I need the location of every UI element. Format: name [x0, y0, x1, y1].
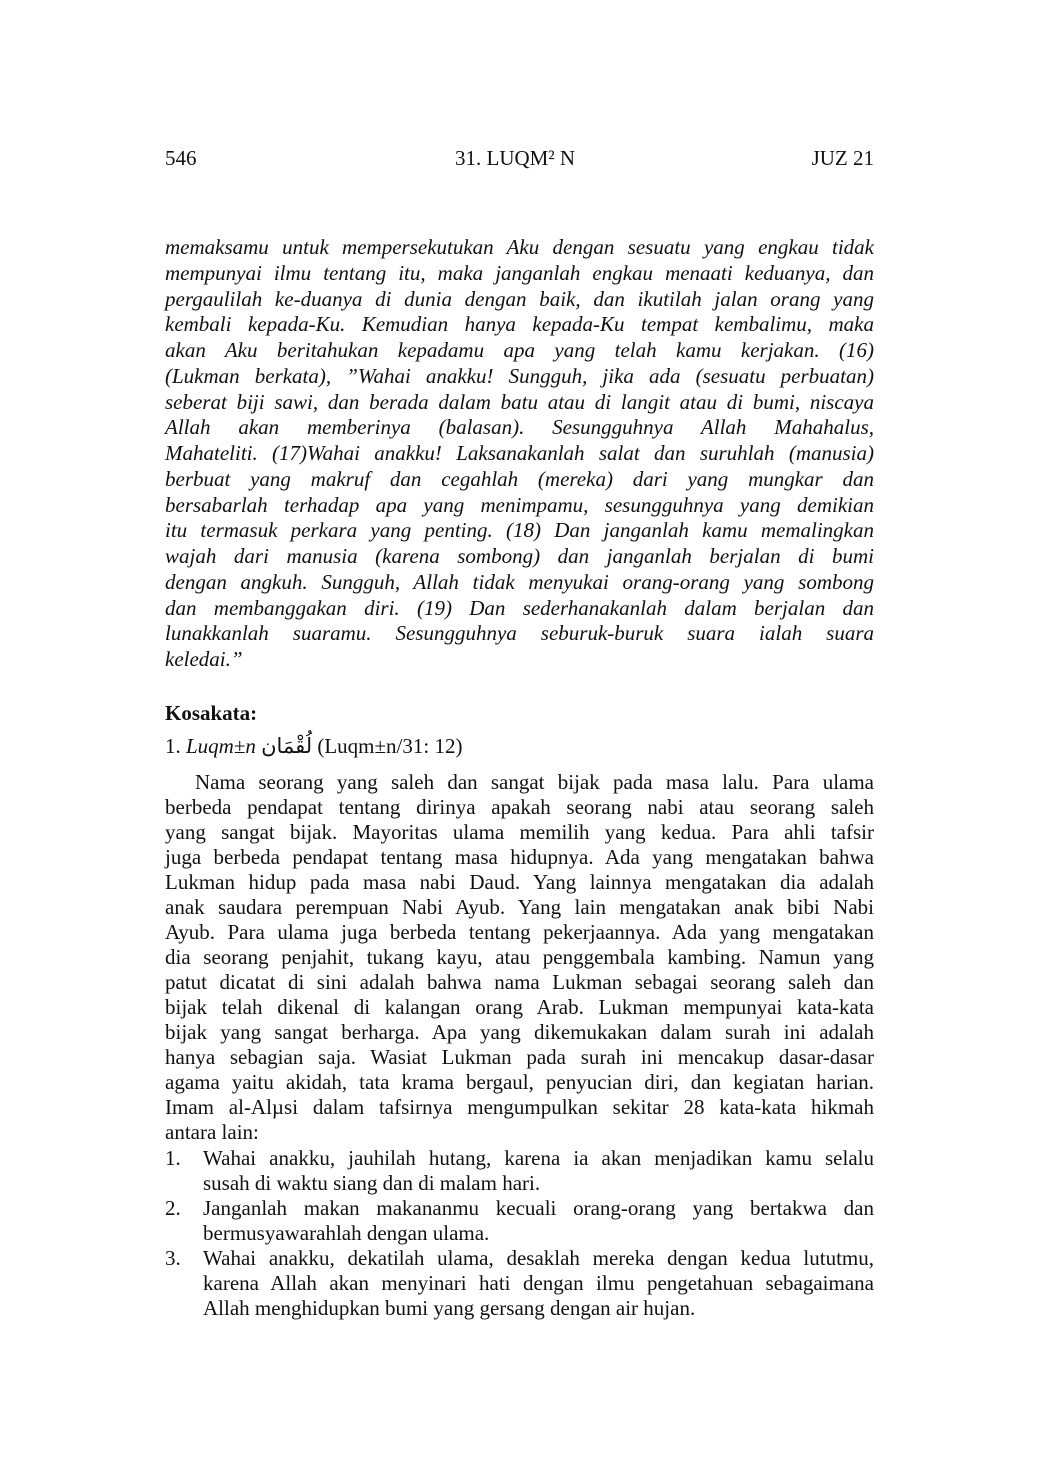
text-line: akan Aku beritahukan kepadamu apa yang telah kamu kerjakan. (16) [165, 338, 874, 362]
text-line: kembali kepada-Ku. Kemudian hanya kepada-Ku tempat kembalimu, maka [165, 312, 874, 337]
text-line: bijak yang sangat berharga. Apa yang dikemukakan dalam surah ini adalah [165, 1020, 874, 1044]
wisdom-list [165, 1146, 874, 1321]
list-number: 2. [165, 1196, 181, 1220]
text-line: patut dicatat di sini adalah bahwa nama Lukman sebagai seorang saleh dan [165, 970, 874, 994]
text-line: Allah menghidupkan bumi yang gersang dengan air hujan. [203, 1296, 696, 1320]
text-line: susah di waktu siang dan di malam hari. [203, 1171, 541, 1195]
text-line: Imam al-Alµsi dalam tafsirnya mengumpulkan sekitar 28 kata-kata hikmah [165, 1095, 874, 1119]
vocabulary-entry [165, 734, 462, 759]
text-line: bermusyawarahlah dengan ulama. [203, 1221, 490, 1245]
text-line: dan membanggakan diri. (19) Dan sederhanakanlah dalam berjalan dan [165, 595, 874, 620]
text-line: yang sangat bijak. Mayoritas ulama memilih yang kedua. Para ahli tafsir [165, 820, 874, 844]
text-line: agama yaitu akidah, tata krama bergaul, penyucian diri, dan kegiatan harian. [165, 1070, 874, 1094]
text-line: anak saudara perempuan Nabi Ayub. Yang lain mengatakan anak bibi Nabi [165, 895, 874, 919]
text-line: Mahateliti. (17)Wahai anakku! Laksanakanlah salat dan suruhlah (manusia) [165, 441, 874, 465]
text-line: berbeda pendapat tentang dirinya apakah seorang nabi atau seorang saleh [165, 795, 874, 819]
text-line: Nama seorang yang saleh dan sangat bijak pada masa lalu. Para ulama [195, 770, 874, 794]
text-line: Janganlah makan makananmu kecuali orang-orang yang bertakwa dan [203, 1196, 874, 1220]
text-line: antara lain: [165, 1120, 259, 1144]
text-line: lunakkanlah suaramu. Sesungguhnya seburuk-buruk suara ialah suara [165, 621, 874, 646]
entry-term: Luqm±n [186, 734, 256, 758]
text-line: Ayub. Para ulama juga berbeda tentang pekerjaannya. Ada yang mengatakan [165, 920, 874, 944]
translation-paragraph [165, 235, 874, 673]
list-item [165, 1146, 874, 1196]
text-line: pergaulilah ke-duanya di dunia dengan baik, dan ikutilah jalan orang yang [165, 286, 874, 311]
text-line: Wahai anakku, jauhilah hutang, karena ia akan menjadikan kamu selalu [203, 1146, 874, 1170]
text-line: dengan angkuh. Sungguh, Allah tidak menyukai orang-orang yang sombong [165, 569, 874, 594]
running-header [165, 146, 874, 172]
text-line: dia seorang penjahit, tukang kayu, atau penggembala kambing. Namun yang [165, 945, 874, 969]
text-line: bersabarlah terhadap apa yang menimpamu, sesungguhnya yang demikian [165, 492, 874, 517]
text-line: (Lukman berkata), ”Wahai anakku! Sungguh, jika ada (sesuatu perbuatan) [165, 363, 874, 388]
text-line: Wahai anakku, dekatilah ulama, desaklah mereka dengan kedua lututmu, [203, 1246, 874, 1270]
chapter-title: 31. LUQM² N [455, 146, 576, 170]
list-item [165, 1196, 874, 1246]
page-number: 546 [165, 146, 197, 170]
text-line: Allah akan memberinya (balasan). Sesungguhnya Allah Mahahalus, [165, 415, 874, 440]
entry-number: 1. [165, 734, 181, 758]
text-line: itu termasuk perkara yang penting. (18) Dan janganlah kamu memalingkan [165, 518, 874, 543]
text-line: seberat biji sawi, dan berada dalam batu atau di langit atau di bumi, niscaya [165, 389, 874, 414]
section-heading: Kosakata: [165, 701, 258, 725]
list-number: 3. [165, 1246, 181, 1270]
text-line: keledai.” [165, 647, 243, 671]
entry-reference: (Luqm±n/31: 12) [317, 734, 463, 758]
text-line: memaksamu untuk mempersekutukan Aku dengan sesuatu yang engkau tidak [165, 235, 874, 259]
text-line: juga berbeda pendapat tentang masa hidupnya. Ada yang mengatakan bahwa [165, 845, 874, 869]
explanation-paragraph [165, 770, 874, 1145]
list-item [165, 1246, 874, 1321]
text-line: berbuat yang makruf dan cegahlah (mereka) dari yang mungkar dan [165, 466, 874, 491]
juz-label: JUZ 21 [811, 146, 874, 170]
text-line: Lukman hidup pada masa nabi Daud. Yang lainnya mengatakan dia adalah [165, 870, 874, 894]
text-line: bijak telah dikenal di kalangan orang Arab. Lukman mempunyai kata-kata [165, 995, 874, 1019]
text-line: wajah dari manusia (karena sombong) dan janganlah berjalan di bumi [165, 544, 874, 568]
text-line: hanya sebagian saja. Wasiat Lukman pada surah ini mencakup dasar-dasar [165, 1045, 874, 1069]
list-number: 1. [165, 1146, 181, 1170]
text-line: mempunyai ilmu tentang itu, maka janganlah engkau menaati keduanya, dan [165, 260, 874, 285]
text-line: karena Allah akan menyinari hati dengan ilmu pengetahuan sebagaimana [203, 1271, 874, 1295]
entry-arabic: لُقْمَان [261, 734, 313, 758]
